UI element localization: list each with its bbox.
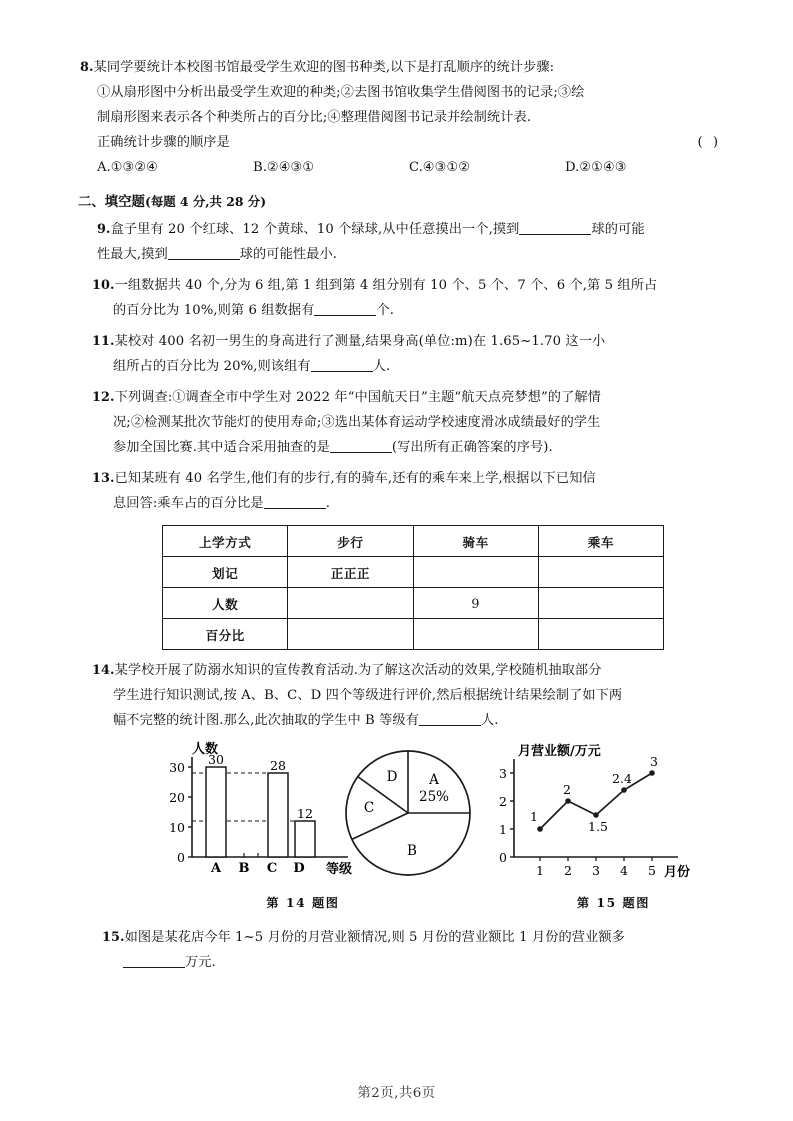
bar-value-a: 30 bbox=[208, 752, 224, 767]
table-cell-percent-bus[interactable] bbox=[538, 619, 663, 650]
line-chart-xtick-5: 5 bbox=[648, 863, 656, 878]
table-row bbox=[163, 557, 664, 588]
line-chart-xtick-3: 3 bbox=[592, 863, 600, 878]
question-8 bbox=[80, 55, 721, 180]
figure-14-caption: 第 14 题图 bbox=[266, 896, 340, 910]
q12-text-3b: (写出所有正确答案的序号). bbox=[391, 440, 553, 455]
bar-category-b: B bbox=[238, 861, 250, 876]
table-cell-count-walk[interactable] bbox=[288, 588, 413, 619]
table-row-label-tally: 划记 bbox=[163, 557, 288, 588]
q13-line-2 bbox=[80, 491, 721, 516]
line-chart-ytick-2: 2 bbox=[499, 794, 507, 809]
commute-table-wrapper bbox=[80, 525, 721, 650]
bar-category-a: A bbox=[210, 861, 222, 876]
bar-chart-ytick-30: 30 bbox=[169, 760, 185, 775]
bar-value-c: 28 bbox=[270, 758, 286, 773]
q11-number: 11. bbox=[92, 334, 115, 349]
bar-category-d: D bbox=[293, 861, 305, 876]
commute-table bbox=[162, 525, 664, 650]
q14-text-3b: 人. bbox=[481, 713, 499, 728]
line-value-2: 2 bbox=[563, 782, 571, 797]
q14-blank-1[interactable] bbox=[419, 725, 481, 726]
table-header-method: 上学方式 bbox=[163, 526, 288, 557]
bar-c bbox=[268, 773, 288, 857]
bar-chart-x-axis-label: 等级 bbox=[326, 862, 353, 877]
q8-text-3: 制扇形图来表示各个种类所占的百分比;④整理借阅图书记录并绘制统计表. bbox=[97, 110, 532, 125]
page-footer: 第2页,共6页 bbox=[357, 1086, 436, 1101]
table-row-label-count: 人数 bbox=[163, 588, 288, 619]
line-chart-ytick-3: 3 bbox=[499, 766, 507, 781]
q12-line-3 bbox=[80, 435, 721, 460]
question-11 bbox=[80, 329, 721, 379]
line-value-5: 3 bbox=[650, 754, 658, 769]
q12-line-1 bbox=[80, 385, 721, 410]
q9-number: 9. bbox=[97, 222, 111, 237]
table-header-bus: 乘车 bbox=[538, 526, 663, 557]
q9-text-2a: 性最大,摸到 bbox=[97, 247, 168, 262]
figures-row bbox=[80, 739, 721, 911]
q13-number: 13. bbox=[92, 471, 115, 486]
q15-text-1: 如图是某花店今年 1~5 月份的月营业额情况,则 5 月份的营业额比 1 月份的营业额多 bbox=[124, 930, 625, 945]
figure-15-caption: 第 15 题图 bbox=[576, 896, 651, 910]
pie-label-c: C bbox=[363, 800, 375, 816]
q13-text-2b: . bbox=[325, 496, 331, 511]
q15-line-2 bbox=[80, 950, 721, 975]
bar-chart-y-axis-label: 人数 bbox=[192, 742, 219, 757]
q12-line-2 bbox=[80, 410, 721, 435]
table-row bbox=[163, 526, 664, 557]
pie-value-a: 25% bbox=[418, 789, 450, 805]
table-cell-tally-bike[interactable] bbox=[413, 557, 538, 588]
line-chart-xtick-2: 2 bbox=[564, 863, 572, 878]
q13-text-2a: 息回答:乘车占的百分比是 bbox=[113, 496, 264, 511]
line-chart-title: 月营业额/万元 bbox=[518, 744, 601, 759]
q8-option-a[interactable]: A.①③②④ bbox=[97, 160, 159, 175]
q9-text-1a: 盒子里有 20 个红球、12 个黄球、10 个绿球,从中任意摸出一个,摸到 bbox=[110, 222, 520, 237]
q11-text-1: 某校对 400 名初一男生的身高进行了测量,结果身高(单位:m)在 1.65~1.70 这一小 bbox=[114, 334, 606, 349]
line-chart-y-ticks bbox=[499, 766, 514, 865]
section-heading-fill-in bbox=[78, 189, 721, 215]
bar-category-c: C bbox=[266, 861, 278, 876]
q11-line-2 bbox=[80, 354, 721, 379]
question-12 bbox=[80, 385, 721, 460]
q15-line-1 bbox=[80, 925, 721, 950]
bar-d bbox=[295, 821, 315, 857]
pie-label-b: B bbox=[407, 843, 417, 859]
q14-text-2: 学生进行知识测试,按 A、B、C、D 四个等级进行评价,然后根据统计结果绘制了如下两 bbox=[113, 688, 623, 703]
q8-option-c[interactable]: C.④③①② bbox=[409, 160, 471, 175]
question-10 bbox=[80, 273, 721, 323]
q8-text-1: 某同学要统计本校图书馆最受学生欢迎的图书种类,以下是打乱顺序的统计步骤: bbox=[93, 60, 555, 75]
bar-value-d: 12 bbox=[297, 806, 313, 821]
line-chart-svg bbox=[488, 739, 703, 889]
line-value-4: 2.4 bbox=[612, 771, 632, 786]
q13-line-1 bbox=[80, 466, 721, 491]
q8-options bbox=[80, 155, 721, 180]
line-chart-xtick-4: 4 bbox=[620, 863, 628, 878]
table-cell-tally-walk: 正正正 bbox=[288, 557, 413, 588]
q15-number: 15. bbox=[102, 930, 125, 945]
line-value-1: 1 bbox=[530, 809, 538, 824]
table-row bbox=[163, 619, 664, 650]
question-13 bbox=[80, 466, 721, 516]
q8-number: 8. bbox=[80, 60, 94, 75]
question-9 bbox=[80, 217, 721, 267]
line-chart-figure bbox=[488, 739, 703, 911]
q10-text-2a: 的百分比为 10%,则第 6 组数据有 bbox=[113, 303, 315, 318]
q8-text-4: 正确统计步骤的顺序是 bbox=[97, 135, 230, 150]
q10-blank-1[interactable] bbox=[314, 315, 376, 316]
q9-blank-2[interactable] bbox=[168, 259, 240, 260]
q15-text-2b: 万元. bbox=[185, 955, 216, 970]
line-value-3: 1.5 bbox=[588, 819, 608, 834]
q15-blank-1[interactable] bbox=[123, 967, 185, 968]
pie-label-a: A bbox=[429, 772, 439, 788]
q9-text-2b: 球的可能性最小. bbox=[239, 247, 338, 262]
q9-line-1 bbox=[80, 217, 721, 242]
q14-text-1: 某学校开展了防溺水知识的宣传教育活动.为了解这次活动的效果,学校随机抽取部分 bbox=[114, 663, 602, 678]
q12-number: 12. bbox=[92, 390, 115, 405]
pie-label-d: D bbox=[386, 769, 398, 785]
q8-answer-bracket[interactable]: ( ) bbox=[697, 135, 721, 150]
q13-blank-1[interactable] bbox=[264, 508, 326, 509]
line-chart-xtick-1: 1 bbox=[536, 863, 544, 878]
line-chart-ytick-0: 0 bbox=[499, 850, 507, 865]
q8-option-d[interactable]: D.②①④③ bbox=[565, 160, 627, 175]
q14-line-2 bbox=[80, 683, 721, 708]
q11-text-2b: 人. bbox=[372, 359, 391, 374]
pie-chart-svg bbox=[338, 743, 488, 889]
bar-a bbox=[206, 767, 226, 857]
q10-line-1 bbox=[80, 273, 721, 298]
q10-number: 10. bbox=[92, 278, 115, 293]
section-label: 二、填空题 bbox=[78, 194, 145, 210]
q12-blank-1[interactable] bbox=[330, 452, 392, 453]
q14-line-3 bbox=[80, 708, 721, 733]
q8-line-2 bbox=[80, 80, 721, 105]
table-header-bike: 骑车 bbox=[413, 526, 538, 557]
section-detail: (每题 4 分,共 28 分) bbox=[144, 194, 267, 209]
q10-line-2 bbox=[80, 298, 721, 323]
table-cell-percent-walk[interactable] bbox=[288, 619, 413, 650]
bar-chart-y-ticks bbox=[169, 760, 192, 865]
bar-chart-ytick-20: 20 bbox=[169, 790, 185, 805]
line-chart-x-axis-label: 月份 bbox=[664, 865, 691, 880]
q14-line-1 bbox=[80, 658, 721, 683]
table-row bbox=[163, 588, 664, 619]
q14-text-3a: 幅不完整的统计图.那么,此次抽取的学生中 B 等级有 bbox=[113, 713, 419, 728]
q13-text-1: 已知某班有 40 名学生,他们有的步行,有的骑车,还有的乘车来上学,根据以下已知信 bbox=[114, 471, 596, 486]
table-header-walk: 步行 bbox=[288, 526, 413, 557]
q11-blank-1[interactable] bbox=[311, 371, 373, 372]
table-cell-percent-bike[interactable] bbox=[413, 619, 538, 650]
table-cell-count-bus[interactable] bbox=[538, 588, 663, 619]
q10-text-1: 一组数据共 40 个,分为 6 组,第 1 组到第 4 组分别有 10 个、5 个、7 个、6 个,第 5 组所占 bbox=[114, 278, 658, 293]
q11-text-2a: 组所占的百分比为 20%,则该组有 bbox=[113, 359, 311, 374]
table-cell-count-bike: 9 bbox=[413, 588, 538, 619]
q14-number: 14. bbox=[92, 663, 115, 678]
q11-line-1 bbox=[80, 329, 721, 354]
q8-line-4 bbox=[80, 130, 721, 155]
question-14 bbox=[80, 658, 721, 733]
bar-chart-ytick-0: 0 bbox=[177, 850, 185, 865]
q12-text-1: 下列调查:①调查全市中学生对 2022 年“中国航天日”主题“航天点亮梦想”的了解情 bbox=[114, 390, 601, 405]
bar-chart-ytick-10: 10 bbox=[169, 820, 185, 835]
pie-chart-figure bbox=[338, 743, 498, 893]
q12-text-2: 况;②检测某批次节能灯的使用寿命;③选出某体育运动学校速度滑冰成绩最好的学生 bbox=[113, 415, 601, 430]
q9-text-1b: 球的可能 bbox=[591, 222, 645, 237]
q10-text-2b: 个. bbox=[376, 303, 395, 318]
table-row-label-percent: 百分比 bbox=[163, 619, 288, 650]
q8-line-3 bbox=[80, 105, 721, 130]
table-cell-tally-bus[interactable] bbox=[538, 557, 663, 588]
q12-text-3a: 参加全国比赛.其中适合采用抽查的是 bbox=[113, 440, 330, 455]
q9-line-2 bbox=[80, 242, 721, 267]
q8-text-2: ①从扇形图中分析出最受学生欢迎的种类;②去图书馆收集学生借阅图书的记录;③绘 bbox=[97, 85, 585, 100]
q9-blank-1[interactable] bbox=[519, 234, 591, 235]
q8-line-1 bbox=[80, 55, 721, 80]
line-chart-ytick-1: 1 bbox=[499, 822, 507, 837]
question-15 bbox=[80, 925, 721, 975]
q8-option-b[interactable]: B.②④③① bbox=[253, 160, 315, 175]
